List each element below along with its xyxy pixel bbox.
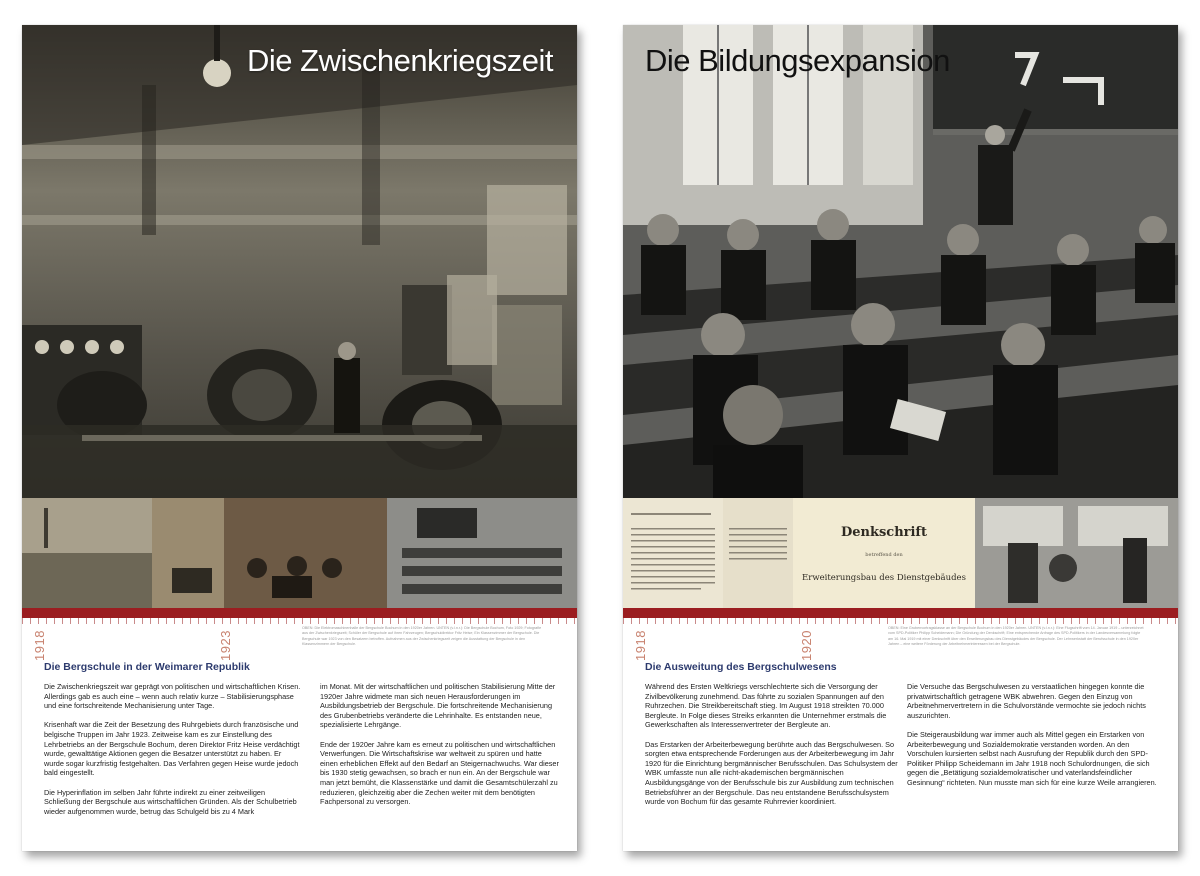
timeline-ruler xyxy=(22,618,577,624)
timeline-bar xyxy=(22,608,577,618)
paragraph: Die Hyperinflation im selben Jahr führte indirekt zu einer zeitweiligen Schließung der Bergschule aus wirtschaftlichen Gründen. Als der Schulbetrieb wieder aufgenommen wurde, betrug das Schulgeld bis zu 4 Mark xyxy=(44,787,297,816)
text-column-1 xyxy=(44,682,302,826)
paragraph: Ende der 1920er Jahre kam es erneut zu politischen und wirtschaftlichen Verwerfungen. Die Wirtschaftskrise war weltweit zu spüren und hatte einen erheblichen Effekt auf den Bedarf an Steigernachwuchs. War dieser bis 1930 stetig gewachsen, so brach er nun ein. An der Bergschule war man jetzt bemüht, die Klassenstärke und damit die Gesamtschülerzahl zu reduzieren, gleichzeitig aber die Zechen weiter mit dem benötigten Fachpersonal zu versorgen. xyxy=(320,739,559,807)
paragraph: Das Erstarken der Arbeiterbewegung berührte auch das Bergschulwesen. So sorgten etwa entsprechende Forderungen aus der Arbeiterbewegung im Jahr 1920 für die Einrichtung bergmännischer Berufsschulen. Das Schulsystem der WBK umfasste nun alle nicht-akademischen bergmännischen Ausbildungsgänge von der Berufsschule bis zur Ausbildung zum technischen Betriebsführer an der Bergschule. Das neu entstandene Berufsschulsystem wurde von Bochum für das gesamte Ruhrrevier koordiniert. xyxy=(645,739,898,807)
poster-zwischenkriegszeit xyxy=(22,25,577,851)
photo-strip xyxy=(623,498,1178,608)
poster-title: Die Zwischenkriegszeit xyxy=(247,43,553,78)
text-column-2 xyxy=(907,682,1157,797)
denkschrift-sub: betreffend den xyxy=(865,552,903,558)
poster-bildungsexpansion xyxy=(623,25,1178,851)
paragraph: Die Zwischenkriegszeit war geprägt von politischen und wirtschaftlichen Krisen. Allerdings gab es auch eine – wenn auch relativ kurze – Stabilisierungsphase und eine fortschreitende Mechanisierung unter Tage. xyxy=(44,682,301,711)
hero-photo-machine-hall xyxy=(22,25,577,498)
text-column-1 xyxy=(645,682,903,816)
hero-photo-classroom xyxy=(623,25,1178,498)
photo-caption: OBEN: Eine Grubenvortragsklasse an der Bergschule Bochum in den 1920er Jahren. UNTEN (v.l.n.r.): Eine Flugschrift vom 14. Januar 1919 – unterzeichnet vom SPD-Politiker Philipp Scheidemann; Die Gründung der Denkschrift; Eine entsprechende Anfrage des SPD-Politikers in der Landesversammlung folgte am 16. Mai 1919 mit einer Denkschrift über den Erweiterungsbau des Dienstgebäudes der Bergschule. Der Lehrwerkstatt der Berufsschule in den 1920er Jahren – eine weitere Förderung der Arbeitnehmerinteressen bei der Bergschule. xyxy=(888,626,1144,646)
paragraph: Die Versuche das Bergschulwesen zu verstaatlichen hingegen konnte die privatwirtschaftlich getragene WBK abwehren. Gegen den Einzug von Arbeitnehmervertretern in die Schulvorstände vermochte sie jedoch nichts auszurichten. xyxy=(907,682,1146,720)
year-end: 1923 xyxy=(218,630,233,661)
timeline-bar xyxy=(623,608,1178,618)
paragraph: Die Steigerausbildung war immer auch als Mittel gegen ein Erstarken von Arbeiterbewegung und Sozialdemokratie verstanden worden. An den Vorschulen kursierten selbst nach Ausrufung der Republik durch den SPD-Politiker Philipp Scheidemann im Jahr 1918 noch Schulordnungen, die sich gegen die „Betätigung sozialdemokratischer und vaterlandsfeindlicher Gesinnung“ richteten. Nun musste man sich für eine kurze Weile arrangieren. xyxy=(907,729,1157,787)
photo-strip xyxy=(22,498,577,608)
paragraph: Während des Ersten Weltkriegs verschlechterte sich die Versorgung der Zivilbevölkerung zunehmend. Das führte zu sozialen Spannungen auf den Ruhrzechen. Die Streikbereitschaft stieg. Im August 1918 streikten 70.000 Bergleute. In Folge dieses Streiks erkannten die Unternehmer erstmals die Gewerkschaften als Interessenvertreter der Bergleute an. xyxy=(645,682,887,730)
denkschrift-heading: Denkschrift xyxy=(840,525,928,540)
paragraph: Krisenhaft war die Zeit der Besetzung des Ruhrgebiets durch französische und belgische Truppen im Jahr 1923. Zeitweise kam es zur Einstellung des Lehrbetriebs an der Bergschule Bochum, deren Direktor Fritz Heise verdächtigt wurde, gewalttätige Aktionen gegen die Besatzer unterstützt zu haben. Er wurde sogar kurzfristig festgehalten. Das Verfahren gegen Heise wurde jedoch bald eingestellt. xyxy=(44,720,300,778)
section-title: Die Ausweitung des Bergschulwesens xyxy=(645,661,837,673)
year-start: 1918 xyxy=(633,630,648,661)
year-start: 1918 xyxy=(32,630,47,661)
text-column-2 xyxy=(320,682,560,816)
paragraph: im Monat. Mit der wirtschaftlichen und politischen Stabilisierung Mitte der 1920er Jahre widmete man sich neuen Herausforderungen im Ausbildungsbetrieb der Bergschule. Die fortschreitende Mechanisierung des Grubenbetriebs veränderte die Lehrinhalte. Es entstanden neue, spezialisierte Lehrgänge. xyxy=(320,682,556,730)
year-end: 1920 xyxy=(799,630,814,661)
photo-caption: OBEN: Die Elektromaschinenhalle der Bergschule Bochum in den 1920er Jahren. UNTEN (v.l.n.r.): Die Bergschule Bochum, Foto 1929; Fotografie aus der Zwischenkriegszeit; Schüler der Bergschule auf ihren Fahrzeugen; Bergschuldirektor Fritz Heise; Ein Klassenzimmer der Bergschule. Die Bergschule war 1923 von den Besatzern betroffen. Aufnahmen aus der Zwischenkriegszeit zeigen die Ausstattung der Bergschule in den Klassenzimmern der Bergschule. xyxy=(302,626,542,646)
timeline-ruler xyxy=(623,618,1178,624)
poster-title: Die Bildungsexpansion xyxy=(645,43,950,78)
denkschrift-line: Erweiterungsbau des Dienstgebäudes xyxy=(802,573,966,583)
section-title: Die Bergschule in der Weimarer Republik xyxy=(44,661,250,673)
